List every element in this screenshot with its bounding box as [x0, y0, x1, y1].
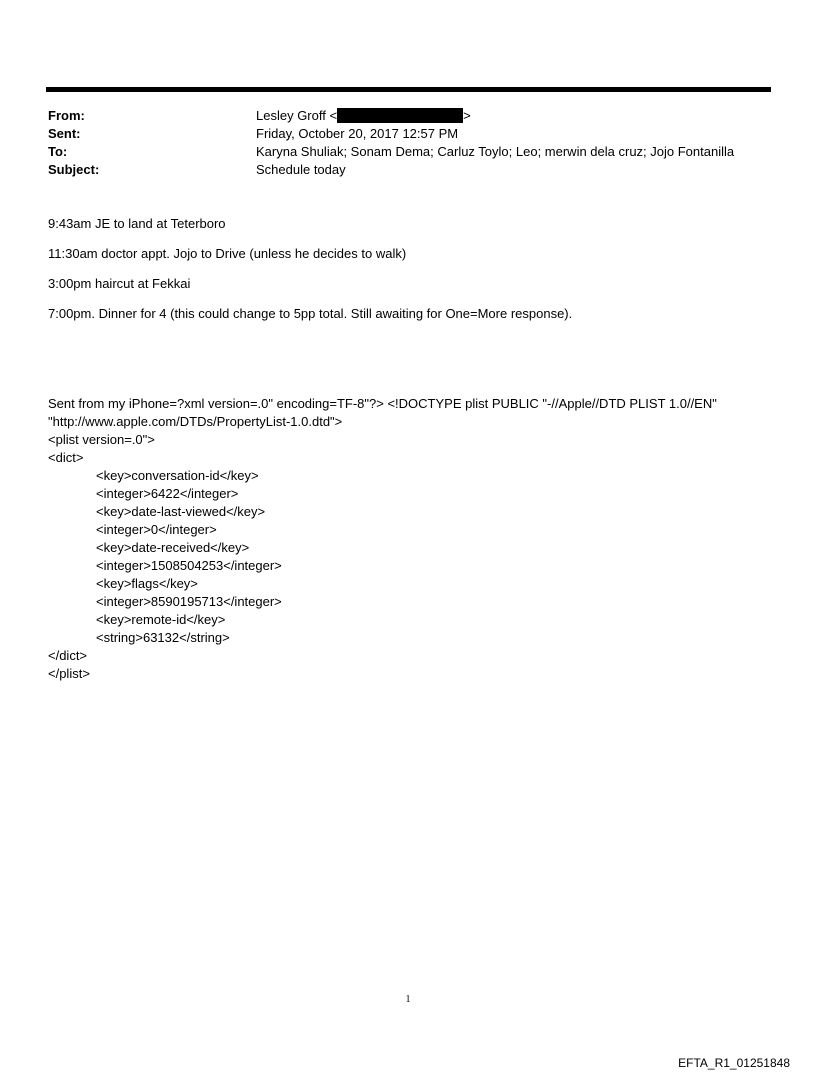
plist-block [48, 395, 768, 683]
plist-line: </plist> [48, 666, 90, 681]
plist-line: <integer>0</integer> [96, 522, 217, 537]
schedule-line: 11:30am doctor appt. Jojo to Drive (unless he decides to walk) [48, 246, 407, 261]
header-rule [46, 87, 771, 92]
schedule-line: 3:00pm haircut at Fekkai [48, 276, 191, 291]
schedule-line: 9:43am JE to land at Teterboro [48, 216, 226, 231]
from-row [48, 107, 768, 125]
subject-row [48, 161, 768, 179]
sent-label: Sent: [48, 126, 81, 141]
redacted-email [337, 108, 463, 123]
email-body [48, 215, 768, 335]
plist-line: <string>63132</string> [96, 630, 230, 645]
from-suffix: > [463, 108, 471, 123]
from-label: From: [48, 108, 85, 123]
to-value: Karyna Shuliak; Sonam Dema; Carluz Toylo; Leo; merwin dela cruz; Jojo Fontanilla [256, 144, 735, 159]
plist-line: <plist version=.0"> [48, 432, 155, 447]
plist-line: <key>remote-id</key> [96, 612, 226, 627]
plist-line: Sent from my iPhone=?xml version=.0" encoding=TF-8"?> <!DOCTYPE plist PUBLIC "-//Apple//DTD PLIST 1.0//EN" [48, 396, 717, 411]
email-header [48, 107, 768, 179]
from-value [256, 107, 768, 125]
schedule-line: 7:00pm. Dinner for 4 (this could change to 5pp total. Still awaiting for One=More response). [48, 306, 573, 321]
from-name: Lesley Groff < [256, 108, 338, 123]
plist-line: <integer>8590195713</integer> [96, 594, 282, 609]
plist-line: <key>date-received</key> [96, 540, 250, 555]
plist-line: "http://www.apple.com/DTDs/PropertyList-1.0.dtd"> [48, 414, 343, 429]
subject-value: Schedule today [256, 162, 346, 177]
document-id: EFTA_R1_01251848 [678, 1056, 790, 1070]
plist-line: <integer>6422</integer> [96, 486, 239, 501]
sent-value: Friday, October 20, 2017 12:57 PM [256, 126, 459, 141]
to-row [48, 143, 768, 161]
subject-label: Subject: [48, 162, 100, 177]
to-label: To: [48, 144, 68, 159]
plist-line: <key>conversation-id</key> [96, 468, 259, 483]
sent-row [48, 125, 768, 143]
plist-line: <integer>1508504253</integer> [96, 558, 282, 573]
plist-line: <key>date-last-viewed</key> [96, 504, 266, 519]
page-number: 1 [405, 994, 411, 1005]
plist-line: <key>flags</key> [96, 576, 198, 591]
plist-line: </dict> [48, 648, 88, 663]
plist-line: <dict> [48, 450, 84, 465]
